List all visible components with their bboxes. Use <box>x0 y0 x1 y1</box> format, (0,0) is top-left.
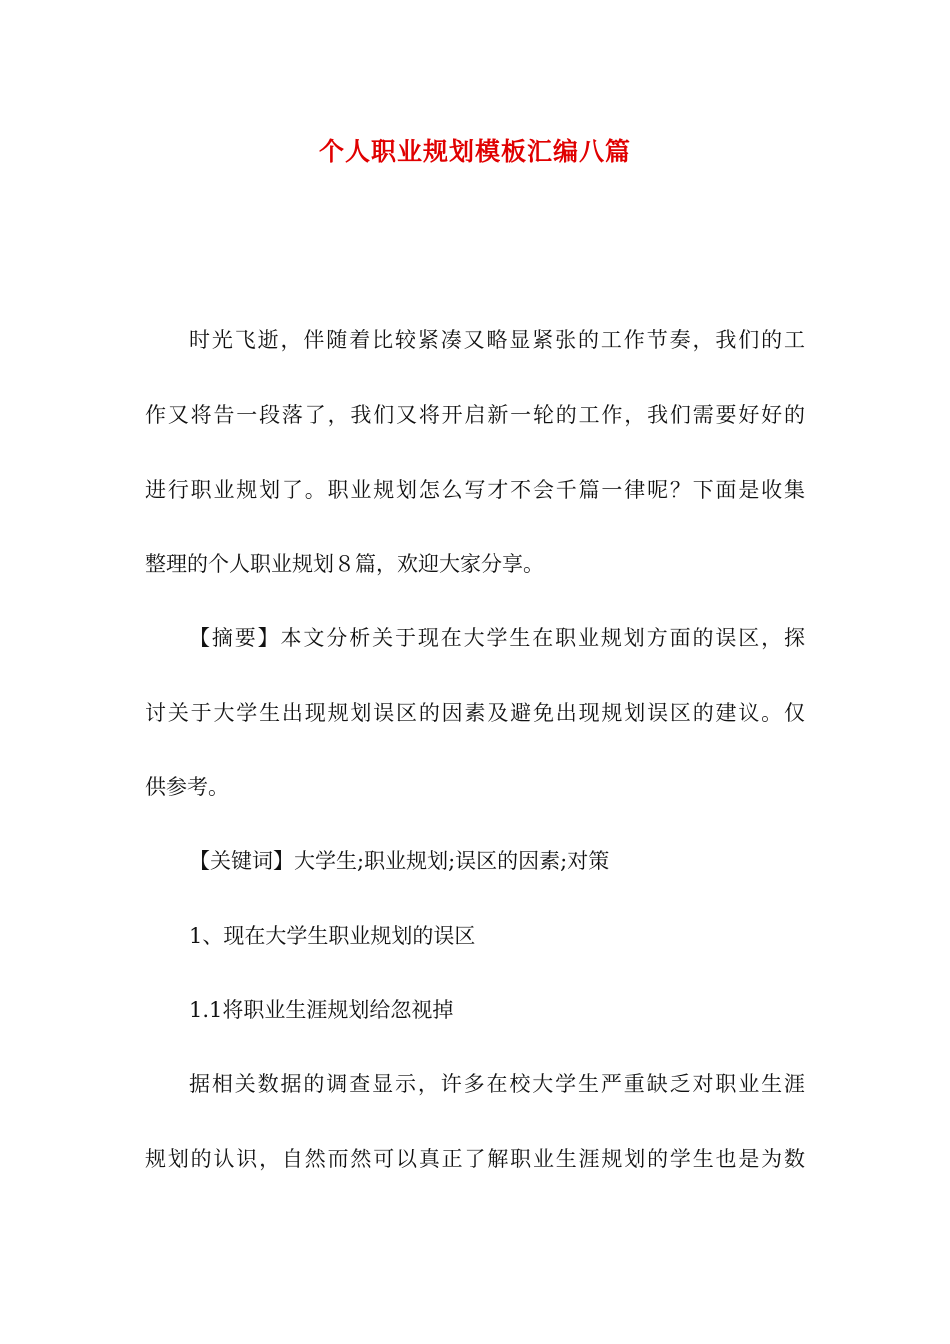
abstract-line: 讨关于大学生出现规划误区的因素及避免出现规划误区的建议。仅 <box>145 701 805 725</box>
paragraph-line: 进行职业规划了。职业规划怎么写才不会千篇一律呢？下面是收集 <box>145 478 805 502</box>
section-heading: 1、现在大学生职业规划的误区 <box>189 924 476 948</box>
subsection-heading: 1.1将职业生涯规划给忽视掉 <box>189 998 454 1022</box>
paragraph-line: 作又将告一段落了，我们又将开启新一轮的工作，我们需要好好的 <box>145 403 805 427</box>
document-title: 个人职业规划模板汇编八篇 <box>318 137 631 166</box>
paragraph-line: 规划的认识，自然而然可以真正了解职业生涯规划的学生也是为数 <box>145 1147 805 1171</box>
abstract-line: 供参考。 <box>145 775 229 799</box>
paragraph-line: 时光飞逝，伴随着比较紧凑又略显紧张的工作节奏，我们的工 <box>189 328 805 352</box>
paragraph-line: 据相关数据的调查显示，许多在校大学生严重缺乏对职业生涯 <box>189 1072 805 1096</box>
paragraph-line: 整理的个人职业规划８篇，欢迎大家分享。 <box>145 552 544 576</box>
keywords-line: 【关键词】大学生;职业规划;误区的因素;对策 <box>189 849 610 873</box>
abstract-line: 【摘要】本文分析关于现在大学生在职业规划方面的误区，探 <box>189 626 805 650</box>
